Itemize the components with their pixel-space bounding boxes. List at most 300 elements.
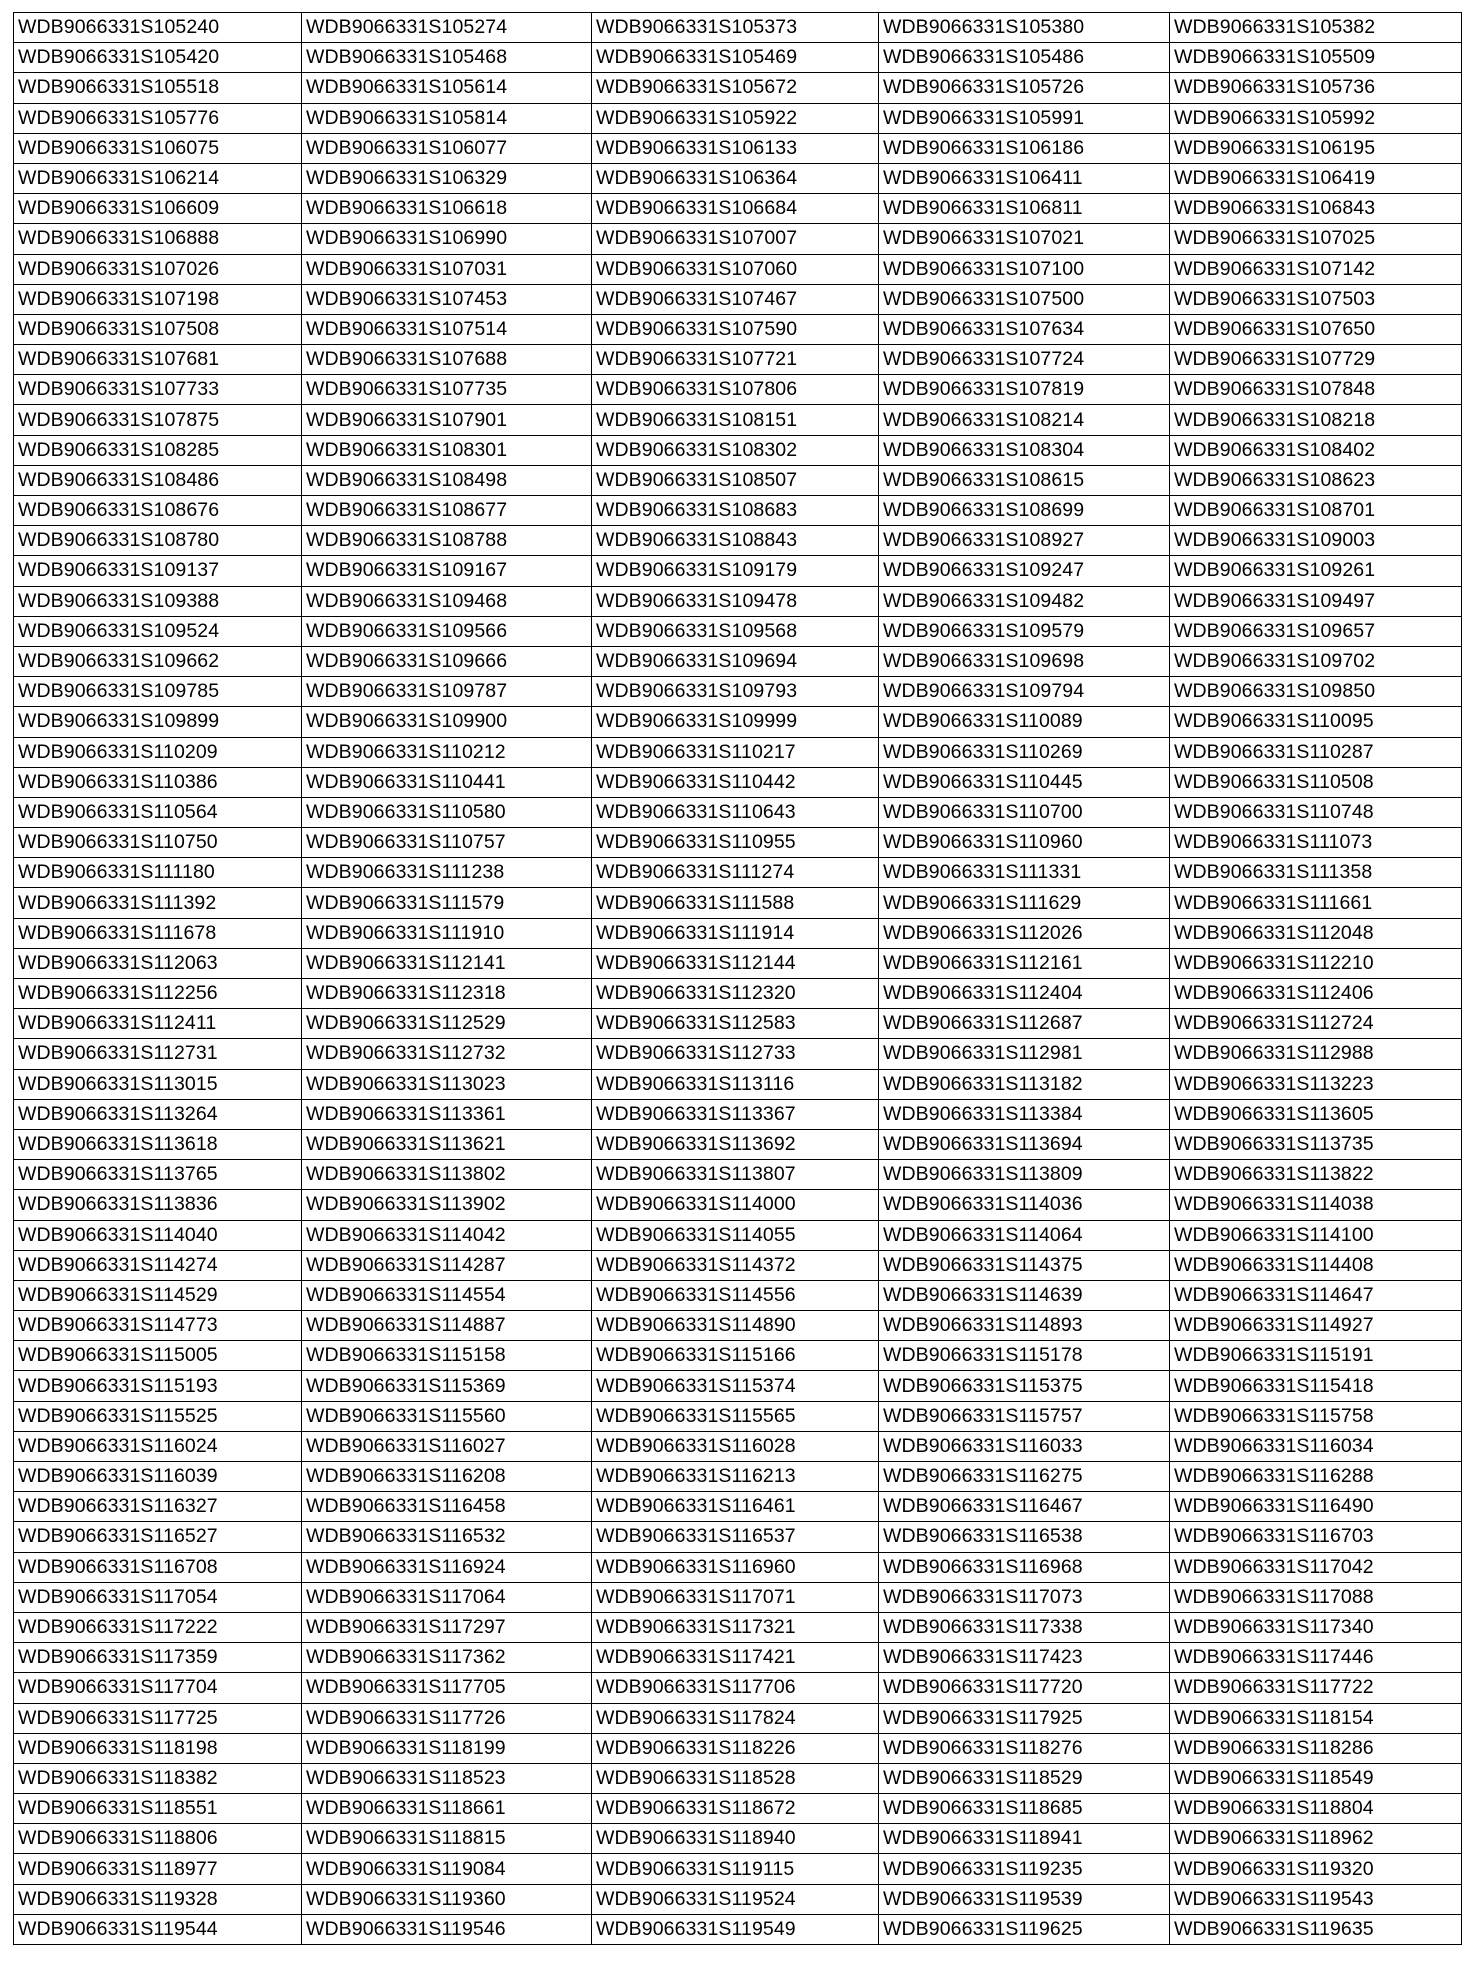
vin-cell: WDB9066331S113367: [592, 1099, 879, 1129]
vin-table: [13, 12, 1462, 1945]
vin-cell: WDB9066331S105274: [302, 13, 592, 43]
table-row: [14, 1884, 1462, 1914]
vin-cell: WDB9066331S118528: [592, 1763, 879, 1793]
vin-cell: WDB9066331S109657: [1170, 616, 1462, 646]
vin-cell: WDB9066331S114036: [879, 1190, 1170, 1220]
vin-cell: WDB9066331S111180: [14, 858, 302, 888]
vin-cell: WDB9066331S116968: [879, 1552, 1170, 1582]
vin-cell: WDB9066331S109482: [879, 586, 1170, 616]
vin-cell: WDB9066331S118276: [879, 1733, 1170, 1763]
vin-cell: WDB9066331S112210: [1170, 948, 1462, 978]
table-row: [14, 1824, 1462, 1854]
table-row: [14, 918, 1462, 948]
vin-cell: WDB9066331S107026: [14, 254, 302, 284]
table-row: [14, 1220, 1462, 1250]
vin-cell: WDB9066331S112988: [1170, 1039, 1462, 1069]
table-row: [14, 1250, 1462, 1280]
vin-cell: WDB9066331S108843: [592, 526, 879, 556]
vin-cell: WDB9066331S119524: [592, 1884, 879, 1914]
table-row: [14, 103, 1462, 133]
vin-cell: WDB9066331S112141: [302, 948, 592, 978]
vin-cell: WDB9066331S116208: [302, 1462, 592, 1492]
vin-cell: WDB9066331S107848: [1170, 375, 1462, 405]
vin-cell: WDB9066331S117720: [879, 1673, 1170, 1703]
vin-cell: WDB9066331S117706: [592, 1673, 879, 1703]
vin-cell: WDB9066331S116033: [879, 1431, 1170, 1461]
vin-cell: WDB9066331S114040: [14, 1220, 302, 1250]
vin-cell: WDB9066331S117297: [302, 1612, 592, 1642]
table-row: [14, 405, 1462, 435]
vin-cell: WDB9066331S111579: [302, 888, 592, 918]
vin-cell: WDB9066331S118154: [1170, 1703, 1462, 1733]
vin-cell: WDB9066331S117359: [14, 1643, 302, 1673]
vin-cell: WDB9066331S112583: [592, 1009, 879, 1039]
vin-cell: WDB9066331S118551: [14, 1794, 302, 1824]
vin-cell: WDB9066331S112724: [1170, 1009, 1462, 1039]
vin-cell: WDB9066331S112063: [14, 948, 302, 978]
vin-cell: WDB9066331S115005: [14, 1341, 302, 1371]
vin-cell: WDB9066331S117321: [592, 1612, 879, 1642]
vin-cell: WDB9066331S115525: [14, 1401, 302, 1431]
vin-cell: WDB9066331S116039: [14, 1462, 302, 1492]
vin-cell: WDB9066331S116027: [302, 1431, 592, 1461]
vin-cell: WDB9066331S114647: [1170, 1280, 1462, 1310]
vin-cell: WDB9066331S109702: [1170, 646, 1462, 676]
vin-cell: WDB9066331S107634: [879, 314, 1170, 344]
table-row: [14, 1069, 1462, 1099]
vin-cell: WDB9066331S106329: [302, 163, 592, 193]
vin-cell: WDB9066331S107031: [302, 254, 592, 284]
vin-cell: WDB9066331S105726: [879, 73, 1170, 103]
vin-cell: WDB9066331S119635: [1170, 1914, 1462, 1944]
vin-cell: WDB9066331S116490: [1170, 1492, 1462, 1522]
vin-cell: WDB9066331S113116: [592, 1069, 879, 1099]
vin-cell: WDB9066331S114038: [1170, 1190, 1462, 1220]
vin-cell: WDB9066331S105991: [879, 103, 1170, 133]
vin-cell: WDB9066331S116703: [1170, 1522, 1462, 1552]
vin-cell: WDB9066331S112318: [302, 979, 592, 1009]
vin-cell: WDB9066331S114274: [14, 1250, 302, 1280]
vin-cell: WDB9066331S115758: [1170, 1401, 1462, 1431]
vin-cell: WDB9066331S113361: [302, 1099, 592, 1129]
vin-cell: WDB9066331S110757: [302, 828, 592, 858]
vin-cell: WDB9066331S118940: [592, 1824, 879, 1854]
vin-cell: WDB9066331S108788: [302, 526, 592, 556]
vin-cell: WDB9066331S107060: [592, 254, 879, 284]
vin-cell: WDB9066331S107198: [14, 284, 302, 314]
vin-cell: WDB9066331S115158: [302, 1341, 592, 1371]
vin-cell: WDB9066331S108302: [592, 435, 879, 465]
table-row: [14, 888, 1462, 918]
vin-cell: WDB9066331S109850: [1170, 677, 1462, 707]
vin-cell: WDB9066331S117423: [879, 1643, 1170, 1673]
vin-cell: WDB9066331S110955: [592, 828, 879, 858]
vin-cell: WDB9066331S113605: [1170, 1099, 1462, 1129]
vin-cell: WDB9066331S110089: [879, 707, 1170, 737]
vin-cell: WDB9066331S112406: [1170, 979, 1462, 1009]
vin-cell: WDB9066331S115560: [302, 1401, 592, 1431]
vin-cell: WDB9066331S114890: [592, 1311, 879, 1341]
vin-cell: WDB9066331S105992: [1170, 103, 1462, 133]
vin-cell: WDB9066331S113023: [302, 1069, 592, 1099]
vin-cell: WDB9066331S109003: [1170, 526, 1462, 556]
vin-cell: WDB9066331S117064: [302, 1582, 592, 1612]
vin-cell: WDB9066331S107681: [14, 345, 302, 375]
table-row: [14, 979, 1462, 1009]
vin-cell: WDB9066331S106990: [302, 224, 592, 254]
vin-cell: WDB9066331S107025: [1170, 224, 1462, 254]
vin-cell: WDB9066331S119625: [879, 1914, 1170, 1944]
vin-cell: WDB9066331S108927: [879, 526, 1170, 556]
vin-cell: WDB9066331S110441: [302, 767, 592, 797]
table-row: [14, 254, 1462, 284]
vin-cell: WDB9066331S106811: [879, 194, 1170, 224]
vin-cell: WDB9066331S105380: [879, 13, 1170, 43]
vin-cell: WDB9066331S119546: [302, 1914, 592, 1944]
table-row: [14, 1522, 1462, 1552]
vin-cell: WDB9066331S105420: [14, 43, 302, 73]
vin-cell: WDB9066331S114927: [1170, 1311, 1462, 1341]
vin-cell: WDB9066331S107007: [592, 224, 879, 254]
vin-cell: WDB9066331S105373: [592, 13, 879, 43]
vin-cell: WDB9066331S112161: [879, 948, 1170, 978]
vin-cell: WDB9066331S118661: [302, 1794, 592, 1824]
table-row: [14, 1643, 1462, 1673]
vin-cell: WDB9066331S110442: [592, 767, 879, 797]
vin-cell: WDB9066331S113384: [879, 1099, 1170, 1129]
vin-cell: WDB9066331S118806: [14, 1824, 302, 1854]
vin-cell: WDB9066331S105776: [14, 103, 302, 133]
vin-cell: WDB9066331S113223: [1170, 1069, 1462, 1099]
vin-cell: WDB9066331S105468: [302, 43, 592, 73]
vin-cell: WDB9066331S107453: [302, 284, 592, 314]
vin-cell: WDB9066331S107806: [592, 375, 879, 405]
table-row: [14, 345, 1462, 375]
vin-cell: WDB9066331S112732: [302, 1039, 592, 1069]
vin-cell: WDB9066331S110700: [879, 797, 1170, 827]
table-row: [14, 224, 1462, 254]
table-row: [14, 1854, 1462, 1884]
vin-cell: WDB9066331S110287: [1170, 737, 1462, 767]
table-row: [14, 1009, 1462, 1039]
table-row: [14, 586, 1462, 616]
vin-cell: WDB9066331S113735: [1170, 1129, 1462, 1159]
vin-cell: WDB9066331S110643: [592, 797, 879, 827]
vin-cell: WDB9066331S110508: [1170, 767, 1462, 797]
vin-cell: WDB9066331S117722: [1170, 1673, 1462, 1703]
vin-cell: WDB9066331S111678: [14, 918, 302, 948]
vin-cell: WDB9066331S119235: [879, 1854, 1170, 1884]
vin-cell: WDB9066331S106186: [879, 133, 1170, 163]
vin-cell: WDB9066331S107508: [14, 314, 302, 344]
vin-cell: WDB9066331S114100: [1170, 1220, 1462, 1250]
vin-cell: WDB9066331S107503: [1170, 284, 1462, 314]
vin-cell: WDB9066331S119115: [592, 1854, 879, 1884]
vin-cell: WDB9066331S116028: [592, 1431, 879, 1461]
vin-cell: WDB9066331S108683: [592, 496, 879, 526]
table-row: [14, 435, 1462, 465]
table-row: [14, 767, 1462, 797]
table-row: [14, 1733, 1462, 1763]
table-row: [14, 556, 1462, 586]
vin-cell: WDB9066331S114042: [302, 1220, 592, 1250]
vin-cell: WDB9066331S119328: [14, 1884, 302, 1914]
vin-cell: WDB9066331S105382: [1170, 13, 1462, 43]
vin-cell: WDB9066331S115191: [1170, 1341, 1462, 1371]
table-row: [14, 1280, 1462, 1310]
vin-cell: WDB9066331S109566: [302, 616, 592, 646]
table-row: [14, 677, 1462, 707]
vin-cell: WDB9066331S110386: [14, 767, 302, 797]
vin-cell: WDB9066331S105469: [592, 43, 879, 73]
table-row: [14, 1612, 1462, 1642]
vin-cell: WDB9066331S118523: [302, 1763, 592, 1793]
table-row: [14, 43, 1462, 73]
vin-cell: WDB9066331S107735: [302, 375, 592, 405]
vin-cell: WDB9066331S107142: [1170, 254, 1462, 284]
vin-cell: WDB9066331S117054: [14, 1582, 302, 1612]
vin-cell: WDB9066331S117222: [14, 1612, 302, 1642]
vin-cell: WDB9066331S117340: [1170, 1612, 1462, 1642]
vin-cell: WDB9066331S110580: [302, 797, 592, 827]
vin-cell: WDB9066331S108498: [302, 465, 592, 495]
vin-cell: WDB9066331S109579: [879, 616, 1170, 646]
vin-cell: WDB9066331S105922: [592, 103, 879, 133]
vin-cell: WDB9066331S109666: [302, 646, 592, 676]
table-row: [14, 1582, 1462, 1612]
vin-cell: WDB9066331S112529: [302, 1009, 592, 1039]
vin-cell: WDB9066331S114375: [879, 1250, 1170, 1280]
vin-cell: WDB9066331S117071: [592, 1582, 879, 1612]
vin-cell: WDB9066331S112404: [879, 979, 1170, 1009]
vin-cell: WDB9066331S107514: [302, 314, 592, 344]
table-row: [14, 526, 1462, 556]
vin-cell: WDB9066331S109900: [302, 707, 592, 737]
vin-cell: WDB9066331S115178: [879, 1341, 1170, 1371]
table-row: [14, 1431, 1462, 1461]
table-row: [14, 1462, 1462, 1492]
vin-cell: WDB9066331S118804: [1170, 1794, 1462, 1824]
vin-cell: WDB9066331S109261: [1170, 556, 1462, 586]
vin-cell: WDB9066331S119549: [592, 1914, 879, 1944]
vin-cell: WDB9066331S117042: [1170, 1552, 1462, 1582]
vin-cell: WDB9066331S109793: [592, 677, 879, 707]
vin-cell: WDB9066331S107500: [879, 284, 1170, 314]
vin-cell: WDB9066331S112048: [1170, 918, 1462, 948]
vin-cell: WDB9066331S110445: [879, 767, 1170, 797]
vin-cell: WDB9066331S115757: [879, 1401, 1170, 1431]
vin-cell: WDB9066331S110095: [1170, 707, 1462, 737]
vin-cell: WDB9066331S118977: [14, 1854, 302, 1884]
vin-cell: WDB9066331S111910: [302, 918, 592, 948]
vin-cell: WDB9066331S110217: [592, 737, 879, 767]
vin-cell: WDB9066331S109468: [302, 586, 592, 616]
table-row: [14, 13, 1462, 43]
vin-cell: WDB9066331S107724: [879, 345, 1170, 375]
vin-cell: WDB9066331S109167: [302, 556, 592, 586]
vin-cell: WDB9066331S108677: [302, 496, 592, 526]
vin-cell: WDB9066331S118685: [879, 1794, 1170, 1824]
vin-cell: WDB9066331S117073: [879, 1582, 1170, 1612]
table-row: [14, 1673, 1462, 1703]
vin-cell: WDB9066331S110564: [14, 797, 302, 827]
table-row: [14, 1190, 1462, 1220]
table-row: [14, 1039, 1462, 1069]
vin-cell: WDB9066331S115418: [1170, 1371, 1462, 1401]
vin-cell: WDB9066331S117338: [879, 1612, 1170, 1642]
vin-cell: WDB9066331S105240: [14, 13, 302, 43]
vin-cell: WDB9066331S116467: [879, 1492, 1170, 1522]
vin-cell: WDB9066331S113618: [14, 1129, 302, 1159]
vin-cell: WDB9066331S112320: [592, 979, 879, 1009]
vin-cell: WDB9066331S106195: [1170, 133, 1462, 163]
vin-cell: WDB9066331S109787: [302, 677, 592, 707]
vin-cell: WDB9066331S112411: [14, 1009, 302, 1039]
vin-cell: WDB9066331S110750: [14, 828, 302, 858]
vin-cell: WDB9066331S113809: [879, 1160, 1170, 1190]
vin-cell: WDB9066331S112733: [592, 1039, 879, 1069]
table-row: [14, 465, 1462, 495]
vin-cell: WDB9066331S114556: [592, 1280, 879, 1310]
vin-cell: WDB9066331S116034: [1170, 1431, 1462, 1461]
table-row: [14, 314, 1462, 344]
vin-cell: WDB9066331S118672: [592, 1794, 879, 1824]
vin-cell: WDB9066331S114639: [879, 1280, 1170, 1310]
vin-cell: WDB9066331S111274: [592, 858, 879, 888]
vin-cell: WDB9066331S107875: [14, 405, 302, 435]
vin-cell: WDB9066331S116213: [592, 1462, 879, 1492]
vin-cell: WDB9066331S109694: [592, 646, 879, 676]
vin-cell: WDB9066331S117421: [592, 1643, 879, 1673]
table-row: [14, 1914, 1462, 1944]
vin-cell: WDB9066331S107650: [1170, 314, 1462, 344]
table-row: [14, 1401, 1462, 1431]
vin-cell: WDB9066331S116458: [302, 1492, 592, 1522]
vin-cell: WDB9066331S111331: [879, 858, 1170, 888]
vin-cell: WDB9066331S117704: [14, 1673, 302, 1703]
table-row: [14, 284, 1462, 314]
vin-cell: WDB9066331S113765: [14, 1160, 302, 1190]
vin-cell: WDB9066331S108615: [879, 465, 1170, 495]
vin-cell: WDB9066331S105518: [14, 73, 302, 103]
vin-cell: WDB9066331S109785: [14, 677, 302, 707]
vin-cell: WDB9066331S118199: [302, 1733, 592, 1763]
vin-cell: WDB9066331S110960: [879, 828, 1170, 858]
vin-cell: WDB9066331S117446: [1170, 1643, 1462, 1673]
vin-cell: WDB9066331S113264: [14, 1099, 302, 1129]
table-row: [14, 737, 1462, 767]
vin-cell: WDB9066331S107100: [879, 254, 1170, 284]
vin-cell: WDB9066331S113802: [302, 1160, 592, 1190]
vin-cell: WDB9066331S116275: [879, 1462, 1170, 1492]
vin-cell: WDB9066331S110269: [879, 737, 1170, 767]
vin-cell: WDB9066331S117824: [592, 1703, 879, 1733]
vin-cell: WDB9066331S109247: [879, 556, 1170, 586]
table-row: [14, 1311, 1462, 1341]
vin-cell: WDB9066331S117726: [302, 1703, 592, 1733]
vin-cell: WDB9066331S116461: [592, 1492, 879, 1522]
vin-cell: WDB9066331S116527: [14, 1522, 302, 1552]
table-row: [14, 496, 1462, 526]
table-row: [14, 375, 1462, 405]
vin-cell: WDB9066331S106214: [14, 163, 302, 193]
table-row: [14, 616, 1462, 646]
table-row: [14, 1371, 1462, 1401]
vin-cell: WDB9066331S116327: [14, 1492, 302, 1522]
vin-cell: WDB9066331S113692: [592, 1129, 879, 1159]
vin-cell: WDB9066331S113822: [1170, 1160, 1462, 1190]
vin-cell: WDB9066331S108486: [14, 465, 302, 495]
vin-cell: WDB9066331S107729: [1170, 345, 1462, 375]
vin-cell: WDB9066331S109662: [14, 646, 302, 676]
vin-cell: WDB9066331S109899: [14, 707, 302, 737]
vin-cell: WDB9066331S105672: [592, 73, 879, 103]
vin-cell: WDB9066331S109698: [879, 646, 1170, 676]
vin-cell: WDB9066331S107721: [592, 345, 879, 375]
vin-cell: WDB9066331S109568: [592, 616, 879, 646]
vin-cell: WDB9066331S108218: [1170, 405, 1462, 435]
table-row: [14, 73, 1462, 103]
vin-cell: WDB9066331S113902: [302, 1190, 592, 1220]
vin-cell: WDB9066331S119543: [1170, 1884, 1462, 1914]
vin-cell: WDB9066331S108780: [14, 526, 302, 556]
vin-cell: WDB9066331S109179: [592, 556, 879, 586]
vin-cell: WDB9066331S119539: [879, 1884, 1170, 1914]
vin-cell: WDB9066331S119360: [302, 1884, 592, 1914]
vin-cell: WDB9066331S119544: [14, 1914, 302, 1944]
table-row: [14, 646, 1462, 676]
vin-cell: WDB9066331S112026: [879, 918, 1170, 948]
vin-cell: WDB9066331S109524: [14, 616, 302, 646]
vin-cell: WDB9066331S117088: [1170, 1582, 1462, 1612]
vin-cell: WDB9066331S107021: [879, 224, 1170, 254]
vin-cell: WDB9066331S108285: [14, 435, 302, 465]
vin-cell: WDB9066331S105614: [302, 73, 592, 103]
table-row: [14, 1552, 1462, 1582]
vin-cell: WDB9066331S111914: [592, 918, 879, 948]
vin-cell: WDB9066331S109497: [1170, 586, 1462, 616]
vin-cell: WDB9066331S111358: [1170, 858, 1462, 888]
vin-cell: WDB9066331S116532: [302, 1522, 592, 1552]
vin-cell: WDB9066331S118962: [1170, 1824, 1462, 1854]
table-row: [14, 1794, 1462, 1824]
vin-cell: WDB9066331S106075: [14, 133, 302, 163]
vin-cell: WDB9066331S118226: [592, 1733, 879, 1763]
vin-cell: WDB9066331S108623: [1170, 465, 1462, 495]
vin-cell: WDB9066331S117725: [14, 1703, 302, 1733]
vin-cell: WDB9066331S118198: [14, 1733, 302, 1763]
vin-cell: WDB9066331S118815: [302, 1824, 592, 1854]
vin-cell: WDB9066331S115374: [592, 1371, 879, 1401]
vin-cell: WDB9066331S112144: [592, 948, 879, 978]
vin-cell: WDB9066331S112731: [14, 1039, 302, 1069]
vin-cell: WDB9066331S113621: [302, 1129, 592, 1159]
vin-cell: WDB9066331S114887: [302, 1311, 592, 1341]
vin-table-body: [14, 13, 1462, 1945]
vin-cell: WDB9066331S115565: [592, 1401, 879, 1431]
table-row: [14, 797, 1462, 827]
vin-cell: WDB9066331S116538: [879, 1522, 1170, 1552]
vin-cell: WDB9066331S107819: [879, 375, 1170, 405]
table-row: [14, 1099, 1462, 1129]
vin-cell: WDB9066331S110209: [14, 737, 302, 767]
table-row: [14, 1492, 1462, 1522]
vin-cell: WDB9066331S108402: [1170, 435, 1462, 465]
table-row: [14, 194, 1462, 224]
vin-cell: WDB9066331S105814: [302, 103, 592, 133]
table-row: [14, 1341, 1462, 1371]
vin-cell: WDB9066331S118529: [879, 1763, 1170, 1793]
